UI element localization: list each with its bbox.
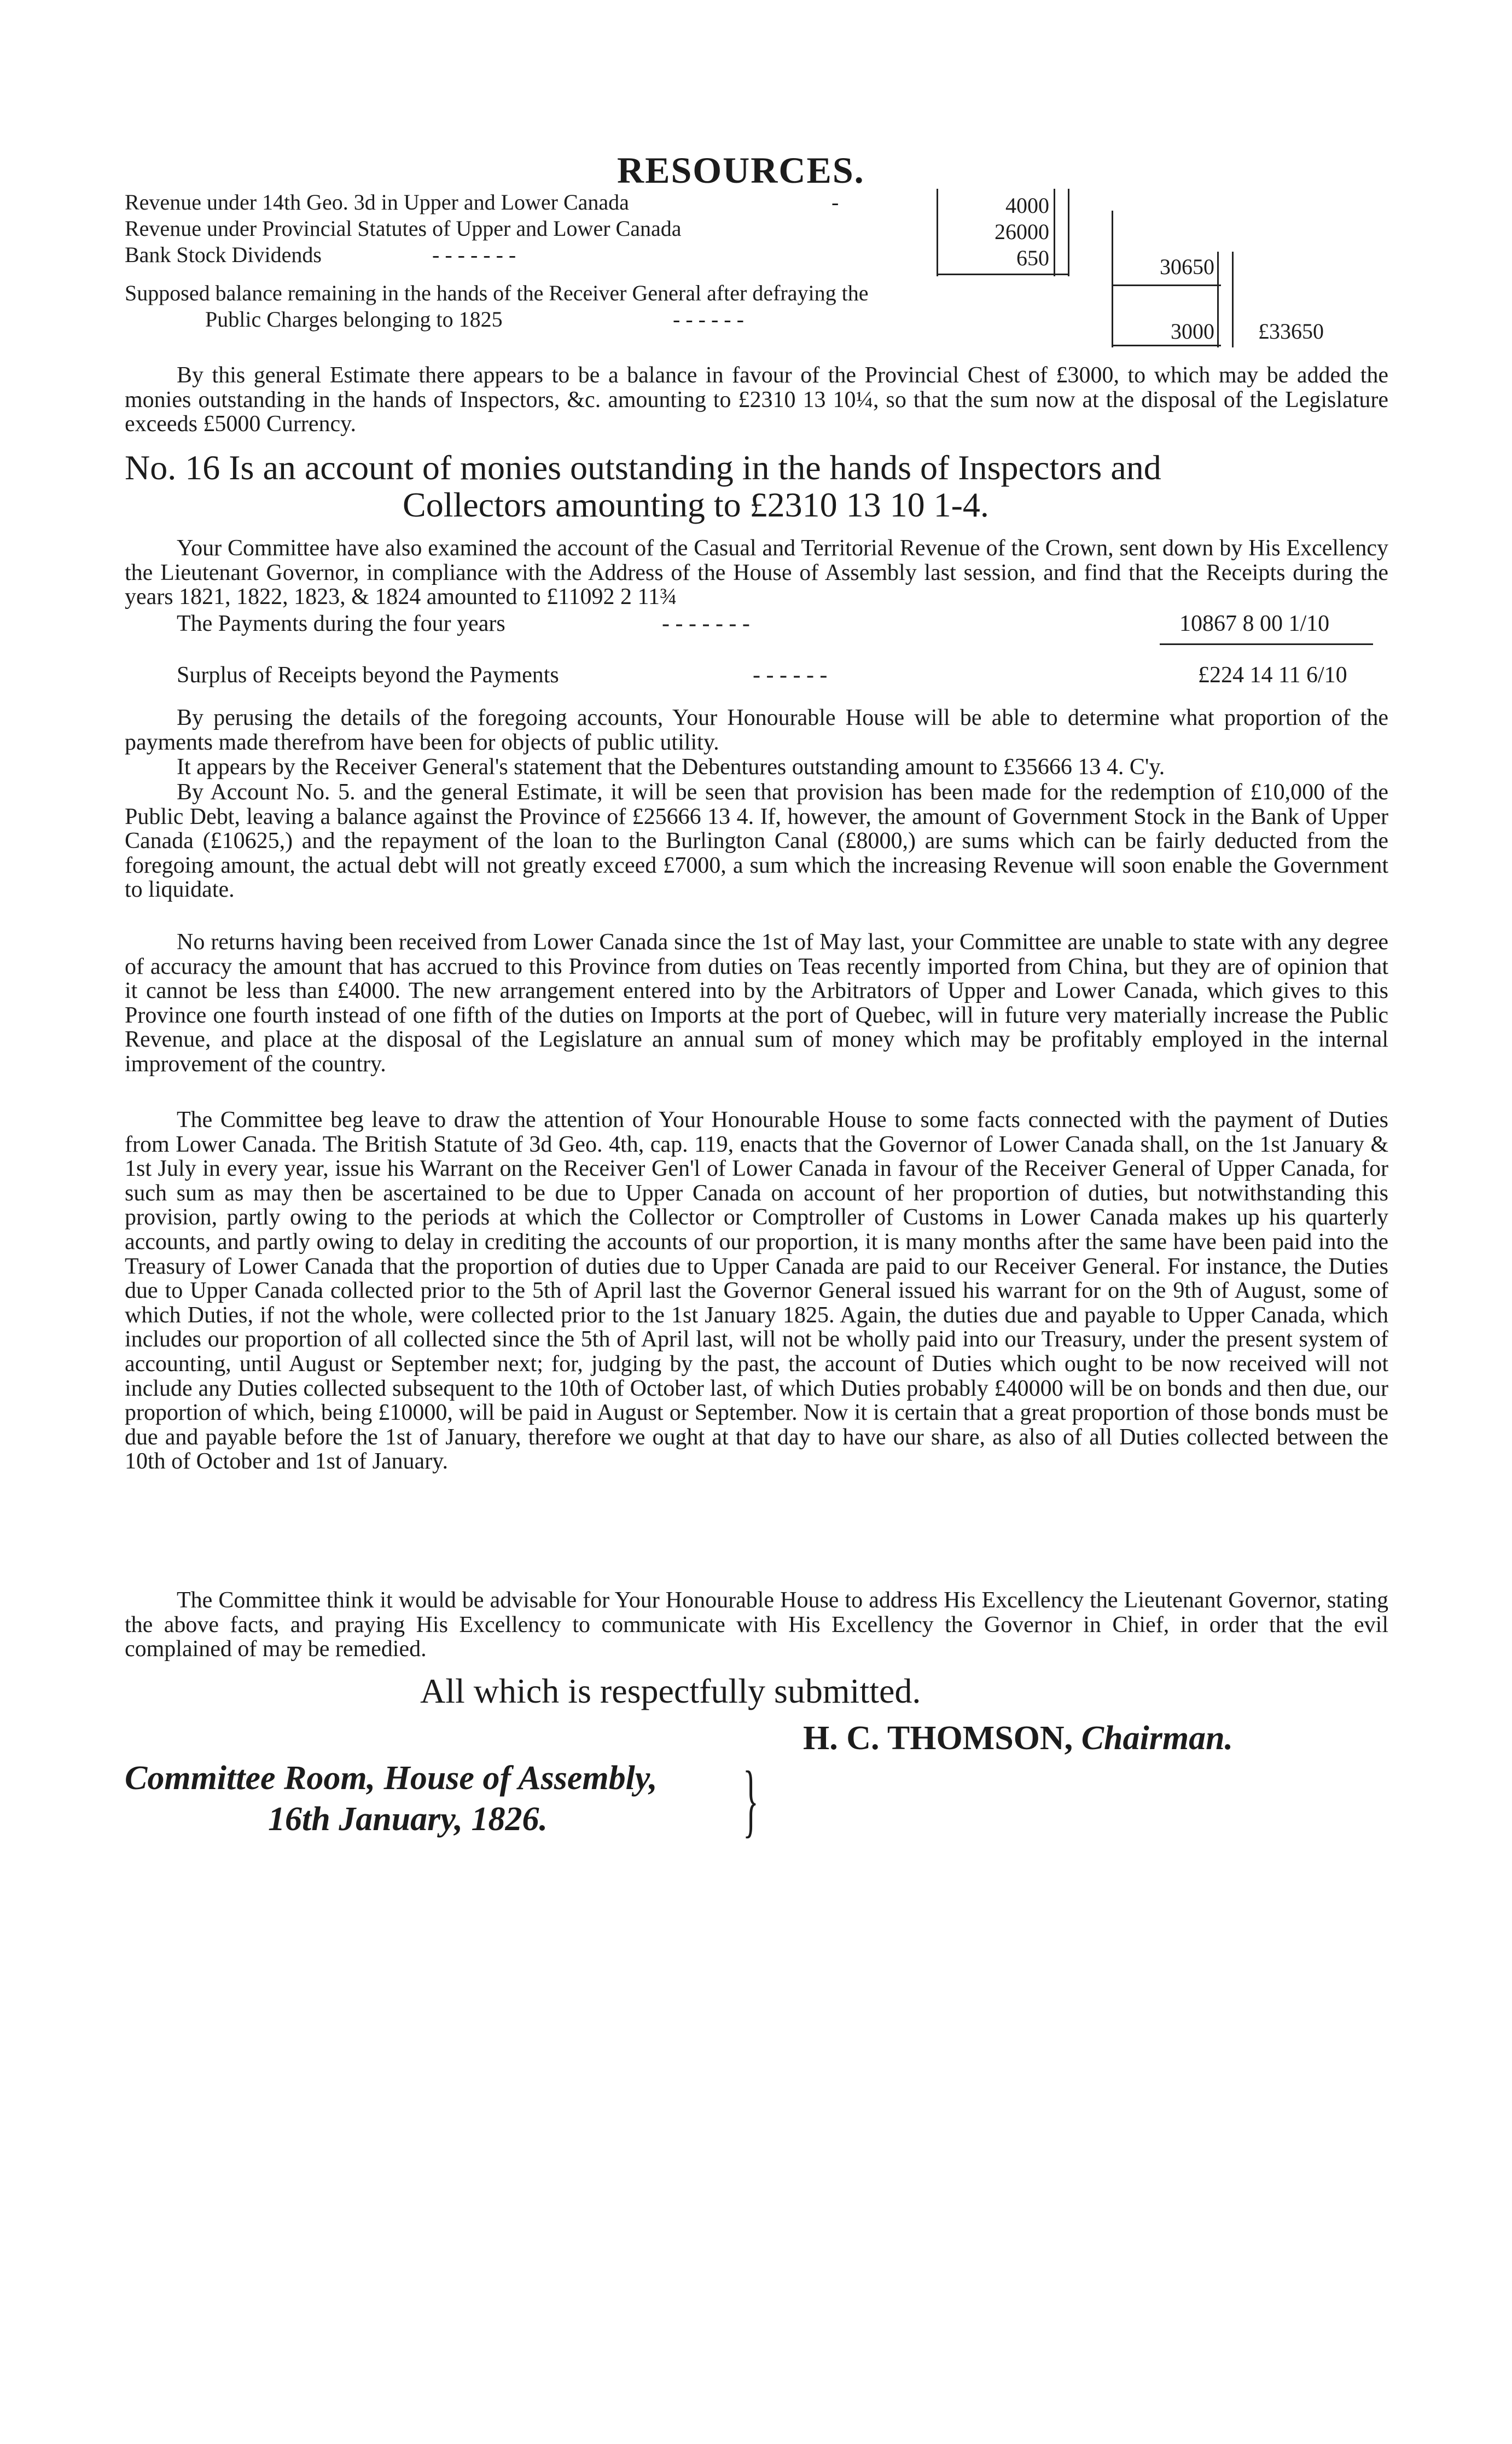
table-rule — [1112, 211, 1113, 347]
table-rule — [937, 189, 938, 276]
revenue-row-1-label: Revenue under 14th Geo. 3d in Upper and Lower Canada — [125, 190, 629, 214]
resources-title: RESOURCES. — [617, 149, 865, 191]
body-paragraph-4: No returns having been received from Lower Canada since the 1st of May last, your Committee are unable to state with any degree of accuracy the amount that has accrued to this Province from duties on Teas recently imported from China, but they are of opinion that it cannot be less than £4000. The new arrangement entered into by the Arbitrators of Upper and Lower Canada, which gives to this Province one fourth instead of one fifth of the duties on Imports at the port of Quebec, will in future very materially increase the Public Revenue, and place at the disposal of the Legislature an annual sum of money which may be profitably employed in the internal improvement of the country. — [125, 930, 1388, 1077]
balance-line-2: Public Charges belonging to 1825 — [205, 307, 503, 332]
surplus-label: Surplus of Receipts beyond the Payments — [177, 663, 559, 688]
table-rule — [937, 274, 1069, 275]
revenue-row-3-dashes: - - - - - - - — [432, 242, 516, 267]
surplus-dashes: - - - - - - — [753, 663, 828, 688]
resources-total: £33650 — [1258, 319, 1324, 344]
no16-line-2: Collectors amounting to £2310 13 10 1-4. — [403, 485, 989, 524]
payments-dashes: - - - - - - - — [662, 611, 750, 636]
payments-amount: 10867 8 00 1/10 — [1179, 611, 1330, 636]
no16-line-1: No. 16 Is an account of monies outstanding in the hands of Inspectors and — [125, 448, 1161, 487]
revenue-row-3-amount: 650 — [1016, 246, 1049, 270]
balance-line-1: Supposed balance remaining in the hands of the Receiver General after defraying the — [125, 281, 869, 305]
body-paragraph-1: By perusing the details of the foregoing accounts, Your Honourable House will be able to determine what proportion of the payments made therefrom have been for objects of public utility. — [125, 705, 1388, 755]
sum-rule — [1160, 643, 1373, 645]
closing-statement: All which is respectfully submitted. — [420, 1671, 921, 1710]
body-paragraph-5: The Committee beg leave to draw the attention of Your Honourable House to some facts connected with the payment of Duties from Lower Canada. The British Statute of 3d Geo. 4th, cap. 119, enacts that the Governor of Lower Canada shall, on the 1st January & 1st July in every year, issue his Warrant on the Receiver Gen'l of Lower Canada in favour of the Receiver General of Upper Canada, for such sum as may then be ascertained to be due to Upper Canada on account of her proportion of duties, but notwithstanding this provision, partly owing to the periods at which the Collector or Comptroller of Customs in Lower Canada makes up his quarterly accounts, and partly owing to delay in crediting the accounts of our proportion, it is many months after the same have been paid into the Treasury of Lower Canada that the proportion of duties due to Upper Canada are paid to our Receiver General. For instance, the Duties due to Upper Canada collected prior to the 5th of April last the Governor General issued his warrant for on the 9th of August, some of which Duties, if not the whole, were collected prior to the 1st January 1825. Again, the duties due and payable to Upper Canada, which includes our proportion of all collected since the 5th of April last, will not be wholly paid into our Treasury, under the present system of accounting, until August or September next; for, judging by the past, the account of Duties which ought to be now received will not include any Duties collected subsequent to the 10th of October last, of which Duties probably £40000 will be on bonds and then due, our proportion of which, being £10000, will be paid in August or September. Now it is certain that a great proportion of those bonds must be due and payable before the 1st of January, therefore we ought at that day to have our share, as also of all Duties collected between the 10th of October and 1st of January. — [125, 1107, 1388, 1474]
table-rule — [1068, 189, 1069, 276]
table-rule — [1112, 285, 1221, 286]
date-line: 16th January, 1826. — [268, 1801, 548, 1838]
revenue-row-2-amount: 26000 — [995, 219, 1049, 244]
body-paragraph-6: The Committee think it would be advisable for Your Honourable House to address His Excellency the Lieutenant Governor, stating the above facts, and praying His Excellency to communicate with His Excellency the Governor in Chief, in order that the evil complained of may be remedied. — [125, 1588, 1388, 1662]
brace-icon: } — [743, 1755, 759, 1845]
subtotal-amount: 30650 — [1160, 254, 1214, 279]
table-rule — [1112, 345, 1221, 346]
revenue-row-2-label: Revenue under Provincial Statutes of Upper and Lower Canada — [125, 216, 682, 241]
payments-label: The Payments during the four years — [177, 611, 505, 636]
table-rule — [1232, 252, 1234, 347]
body-paragraph-3: By Account No. 5. and the general Estimate, it will be seen that provision has been made for the redemption of £10,000 of the Public Debt, leaving a balance against the Province of £25666 13 4. If, however, the amount of Government Stock in the Bank of Upper Canada (£10625,) and the repayment of the loan to the Burlington Canal (£8000,) are sums which can be fairly deducted from the foregoing amount, the actual debt will not greatly exceed £7000, a sum which the increasing Revenue will soon enable the Government to liquidate. — [125, 780, 1388, 903]
balance-dashes: - - - - - - — [673, 307, 744, 332]
body-paragraph-2: It appears by the Receiver General's statement that the Debentures outstanding amount to £35666 13 4. C'y. — [177, 754, 1165, 780]
signature-role: Chairman. — [1081, 1720, 1234, 1757]
signature-name: H. C. THOMSON, — [803, 1720, 1073, 1757]
revenue-row-1-amount: 4000 — [1005, 193, 1049, 218]
estimate-paragraph: By this general Estimate there appears to be a balance in favour of the Provincial Chest of £3000, to which may be added the monies outstanding in the hands of Inspectors, &c. amounting to £2310 13 10¼, so that the sum now at the disposal of the Legislature exceeds £5000 Currency. — [125, 363, 1388, 437]
revenue-row-3-label: Bank Stock Dividends — [125, 242, 322, 267]
surplus-amount: £224 14 11 6/10 — [1198, 663, 1347, 688]
casual-revenue-paragraph: Your Committee have also examined the account of the Casual and Territorial Revenue of the Crown, sent down by His Excellency the Lieutenant Governor, in compliance with the Address of the House of Assembly last session, and find that the Receipts during the years 1821, 1822, 1823, & 1824 amounted to £11092 2 11¾ — [125, 536, 1388, 610]
table-rule — [1217, 252, 1219, 347]
revenue-row-1-dashes: - — [831, 190, 839, 214]
table-rule — [1054, 189, 1055, 276]
balance-amount: 3000 — [1171, 319, 1214, 344]
place-line: Committee Room, House of Assembly, — [125, 1760, 658, 1797]
signature — [803, 1719, 1233, 1758]
